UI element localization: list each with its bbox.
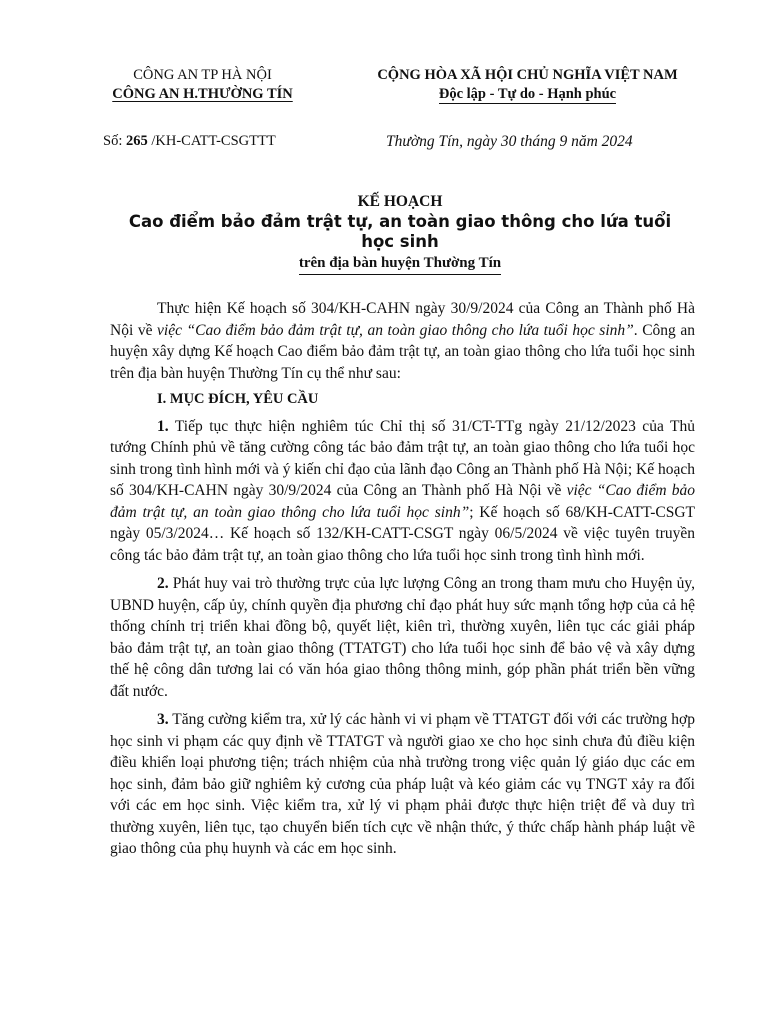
document-subject: Cao điểm bảo đảm trật tự, an toàn giao thông cho lứa tuổi học sinh [128,212,672,251]
intro-text-end: . Công an huyện xây dựng Kế hoạch Cao điểm bảo đảm trật tự, an toàn giao thông cho lứa tuổi học sinh trên địa bàn huyện Thường Tín cụ thể như sau: [110,321,695,382]
place-date: Thường Tín, ngày 30 tháng 9 năm 2024 [386,133,633,150]
national-motto-line [355,85,700,104]
document-scope-line [110,253,690,273]
document-body [110,298,695,860]
document-type: KẾ HOẠCH [357,193,443,210]
intro-quoted-plan: việc “Cao điểm bảo đảm trật tự, an toàn giao thông cho lứa tuổi học sinh” [157,321,634,339]
intro-paragraph [110,298,695,384]
item-number: 1. [157,417,169,435]
document-number-code: /KH-CATT-CSGTTT [147,133,276,149]
document-number-prefix: Số: [103,133,126,149]
item-text: Tăng cường kiểm tra, xử lý các hành vi vi phạm về TTATGT đối với các trường hợp học sinh vi phạm các quy định về TTATGT và người giao xe cho học sinh chưa đủ điều kiện điều khiển loại phương tiện; trách nhiệm của nhà trường trong việc quản lý giáo dục các em học sinh, đảm bảo giữ nghiêm kỷ cương của pháp luật và kéo giảm các vụ TNGT xảy ra đối với các em học sinh. Việc kiểm tra, xử lý vi phạm phải được thực hiện triệt để và duy trì thường xuyên, liên tục, tạo chuyển biến tích cực về nhận thức, ý thức chấp hành pháp luật về giao thông của phụ huynh và các em học sinh. [110,711,695,857]
item-text-end: ; Kế hoạch số 68/KH-CATT-CSGT ngày 05/3/2024… Kế hoạch số 132/KH-CATT-CSGT ngày 06/5/2024 về việc tuyên truyền công tác bảo đảm trật tự, an toàn giao thông cho lứa tuổi học sinh trong tình hình mới. [110,503,696,564]
item-quoted-plan: việc “Cao điểm bảo đảm trật tự, an toàn giao thông cho lứa tuổi học sinh” [110,482,695,521]
item-text: Phát huy vai trò thường trực của lực lượng Công an trong tham mưu cho Huyện ủy, UBND huyện, cấp ủy, chính quyền địa phương chỉ đạo phát huy sức mạnh tổng hợp của cả hệ thống chính trị triển khai đồng bộ, quyết liệt, kiên trì, thường xuyên, liên tục các giải pháp bảo đảm trật tự, an toàn giao thông (TTATGT) cho lứa tuổi học sinh để bảo vệ và xây dựng thế hệ công dân tương lai có văn hóa giao thông thông minh, góp phần phát triển bền vững đất nước. [110,575,695,700]
item-text: Tiếp tục thực hiện nghiêm túc Chỉ thị số 31/CT-TTg ngày 21/12/2023 của Thủ tướng Chính phủ về tăng cường công tác bảo đảm trật tự, an toàn giao thông cho lứa tuổi học sinh trong tình hình mới và ý kiến chỉ đạo của lãnh đạo Công an Thành phố Hà Nội; Kế hoạch số 304/KH-CAHN ngày 30/9/2024 của Công an Thành phố Hà Nội về [110,417,695,499]
list-item [110,709,695,860]
issuing-agency-name: CÔNG AN H.THƯỜNG TÍN [112,86,293,102]
national-motto: Độc lập - Tự do - Hạnh phúc [438,86,617,102]
document-scope: trên địa bàn huyện Thường Tín [299,255,501,275]
document-number-value: 265 [125,133,148,149]
item-number: 3. [157,711,169,728]
item-number: 2. [157,575,169,592]
document-number [103,133,276,150]
document-title-block [110,192,690,273]
issuing-agency-header [90,66,315,104]
issuing-agency [90,85,315,104]
parent-agency: CÔNG AN TP HÀ NỘI [133,67,272,83]
national-title: CỘNG HÒA XÃ HỘI CHỦ NGHĨA VIỆT NAM [377,67,678,83]
list-item [110,416,695,567]
section-heading: I. MỤC ĐÍCH, YÊU CẦU [157,391,319,407]
list-item [110,573,695,702]
national-header [355,66,700,104]
intro-text: Thực hiện Kế hoạch số 304/KH-CAHN ngày 30/9/2024 của Công an Thành phố Hà Nội về [110,300,695,339]
